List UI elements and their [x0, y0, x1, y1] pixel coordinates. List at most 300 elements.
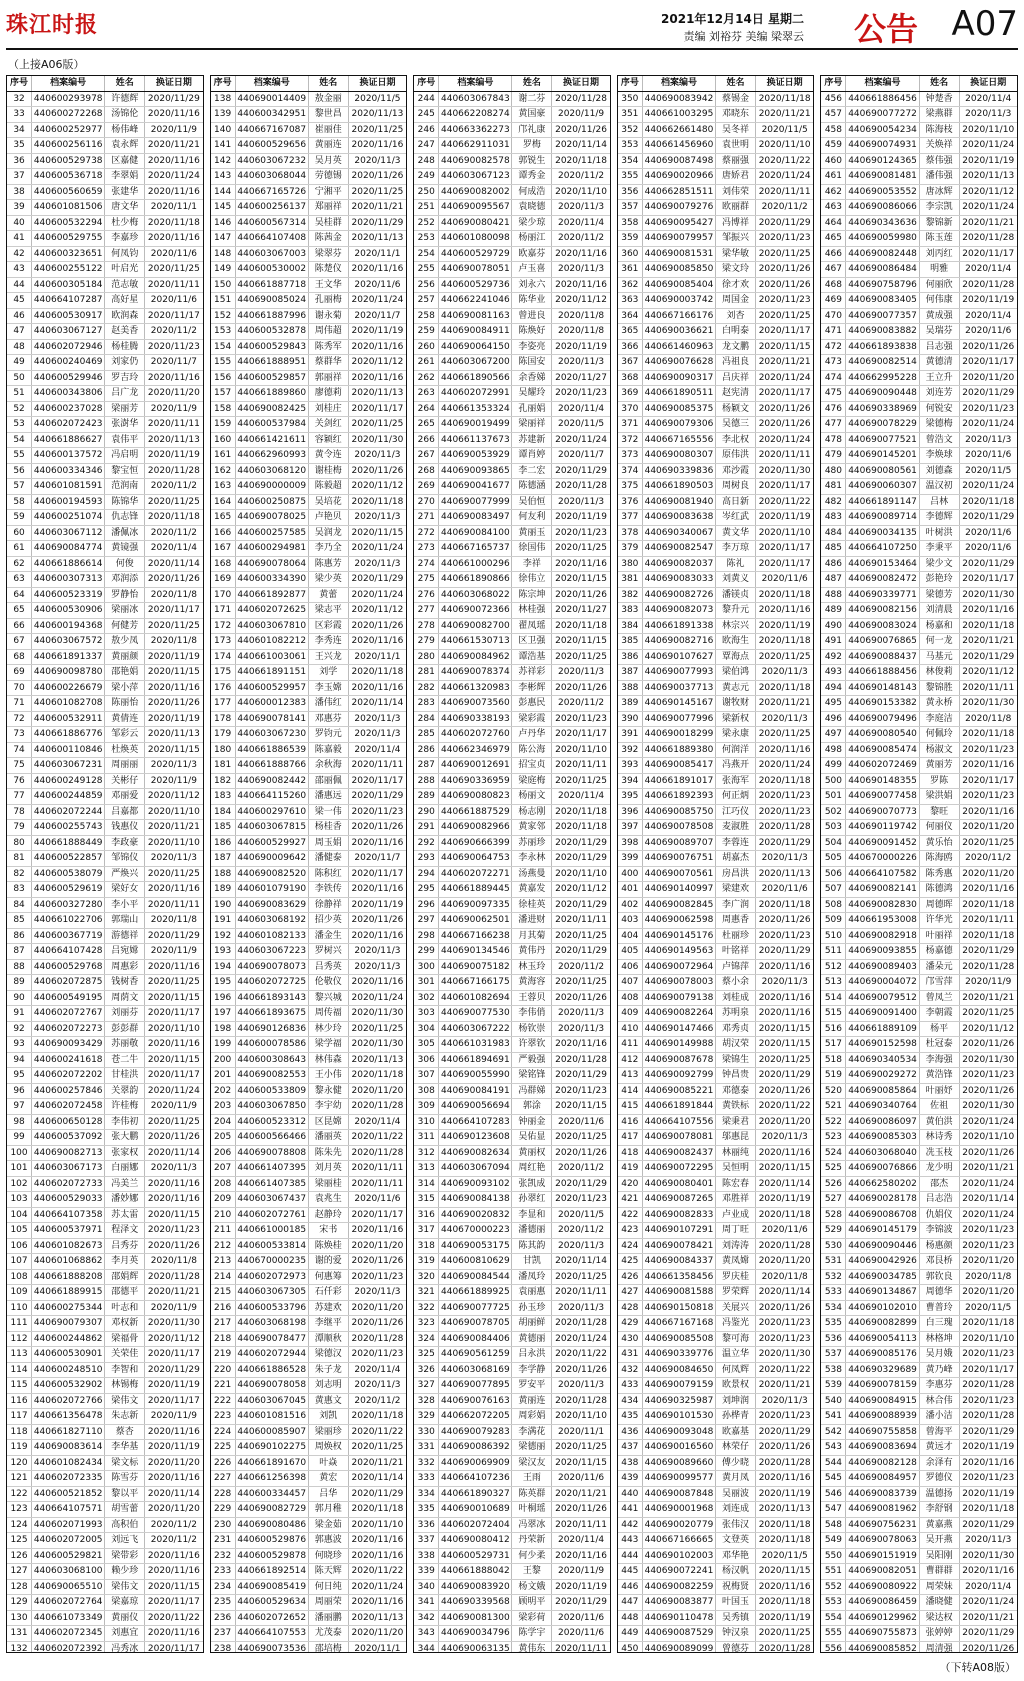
cell-file-no: 440690153382: [846, 696, 919, 712]
cell-seq: 508: [821, 897, 846, 913]
cell-name: 谢二芬: [512, 91, 552, 107]
cell-date: 2020/11/17: [755, 324, 813, 340]
cell-date: 2020/11/13: [145, 727, 203, 743]
cell-seq: 390: [618, 711, 643, 727]
cell-name: 李蓉连: [716, 835, 756, 851]
table-row: [7, 1579, 203, 1595]
table-row: [618, 215, 814, 231]
cell-date: 2020/11/24: [755, 758, 813, 774]
cell-date: 2020/11/4: [348, 1362, 406, 1378]
cell-date: 2020/11/11: [348, 758, 406, 774]
cell-seq: 77: [7, 789, 32, 805]
cell-name: 何凤辉: [716, 1362, 756, 1378]
table-row: [211, 990, 407, 1006]
cell-seq: 148: [211, 246, 236, 262]
cell-name: 吴润龙: [308, 525, 348, 541]
table-row: [211, 1285, 407, 1301]
cell-name: 潘朵元: [919, 959, 959, 975]
table-row: [618, 277, 814, 293]
table-row: [821, 510, 1017, 526]
cell-date: 2020/11/21: [145, 820, 203, 836]
cell-date: 2020/11/29: [959, 1626, 1017, 1642]
cell-file-no: 440690339771: [846, 587, 919, 603]
cell-name: 梁少文: [919, 556, 959, 572]
cell-date: 2020/11/3: [348, 1378, 406, 1394]
table-row: [7, 355, 203, 371]
cell-file-no: 440602072725: [235, 975, 308, 991]
cell-date: 2020/11/23: [959, 1347, 1017, 1363]
table-row: [821, 742, 1017, 758]
cell-file-no: 440690081962: [846, 1502, 919, 1518]
cell-date: 2020/11/16: [552, 1548, 610, 1564]
cell-name: 邓润添: [105, 572, 145, 588]
cell-name: 文登英: [716, 1533, 756, 1549]
cell-date: 2020/11/24: [348, 587, 406, 603]
cell-file-no: 440670000235: [235, 1254, 308, 1270]
table-row: [821, 417, 1017, 433]
cell-date: 2020/11/18: [959, 897, 1017, 913]
cell-seq: 68: [7, 649, 32, 665]
table-row: [211, 324, 407, 340]
cell-name: 邹振兴: [716, 231, 756, 247]
cell-file-no: 440661889445: [439, 882, 512, 898]
cell-file-no: 440690064753: [439, 851, 512, 867]
cell-seq: 285: [414, 727, 439, 743]
cell-seq: 237: [211, 1626, 236, 1642]
cell-date: 2020/11/19: [348, 897, 406, 913]
cell-seq: 175: [211, 665, 236, 681]
cell-name: 吴开燕: [919, 1533, 959, 1549]
cell-seq: 445: [618, 1564, 643, 1580]
cell-file-no: 440600308643: [235, 1052, 308, 1068]
cell-name: 欧景权: [716, 1378, 756, 1394]
cell-name: 王蓉贝: [512, 990, 552, 1006]
cell-seq: 298: [414, 928, 439, 944]
table-row: [821, 122, 1017, 138]
cell-seq: 403: [618, 913, 643, 929]
cell-name: 陈积红: [308, 866, 348, 882]
cell-seq: 226: [211, 1455, 236, 1471]
cell-date: 2020/11/26: [552, 990, 610, 1006]
cell-seq: 283: [414, 696, 439, 712]
cell-name: 刘家仍: [105, 355, 145, 371]
cell-file-no: 440690080307: [642, 448, 715, 464]
table-row: [618, 200, 814, 216]
cell-name: 周荣妹: [919, 1579, 959, 1595]
cell-date: 2020/11/22: [755, 1099, 813, 1115]
cell-date: 2020/11/2: [145, 525, 203, 541]
cell-date: 2020/11/26: [959, 1037, 1017, 1053]
cell-seq: 353: [618, 138, 643, 154]
cell-file-no: 440661073349: [32, 1610, 105, 1626]
cell-seq: 159: [211, 417, 236, 433]
cell-seq: 161: [211, 448, 236, 464]
cell-name: 吕秀芬: [105, 1238, 145, 1254]
cell-seq: 263: [414, 386, 439, 402]
cell-date: 2020/11/16: [755, 1006, 813, 1022]
cell-name: 李永林: [512, 851, 552, 867]
cell-seq: 180: [211, 742, 236, 758]
cell-date: 2020/11/2: [755, 200, 813, 216]
cell-date: 2020/11/11: [552, 1285, 610, 1301]
cell-seq: 131: [7, 1626, 32, 1642]
cell-name: 吕永洪: [512, 1347, 552, 1363]
table-row: [211, 339, 407, 355]
cell-name: 苏明泉: [716, 1006, 756, 1022]
cell-file-no: 440690085404: [642, 277, 715, 293]
cell-file-no: 440664107236: [439, 1471, 512, 1487]
cell-file-no: 440690081300: [439, 1610, 512, 1626]
cell-date: 2020/11/26: [348, 913, 406, 929]
header-seq: 序号: [618, 76, 643, 91]
table-row: [618, 634, 814, 650]
cell-name: 冯博祥: [716, 215, 756, 231]
cell-seq: 221: [211, 1378, 236, 1394]
cell-seq: 51: [7, 386, 32, 402]
cell-name: 冯翠冰: [512, 1517, 552, 1533]
cell-date: 2020/11/19: [755, 1610, 813, 1626]
table-row: [414, 541, 610, 557]
table-row: [618, 1269, 814, 1285]
cell-file-no: 440690070561: [642, 866, 715, 882]
cell-date: 2020/11/8: [145, 1254, 203, 1270]
cell-seq: 492: [821, 649, 846, 665]
cell-name: 邝礼康: [512, 122, 552, 138]
cell-file-no: 440661889380: [642, 742, 715, 758]
cell-name: 梁彩霞: [512, 711, 552, 727]
cell-file-no: 440600248510: [32, 1362, 105, 1378]
table-row: [211, 215, 407, 231]
cell-name: 钟汉泉: [716, 1626, 756, 1642]
cell-seq: 266: [414, 432, 439, 448]
cell-file-no: 440690090317: [642, 370, 715, 386]
cell-file-no: 440602072946: [32, 339, 105, 355]
cell-date: 2020/11/29: [755, 1424, 813, 1440]
cell-date: 2020/11/15: [145, 1579, 203, 1595]
cell-date: 2020/11/15: [755, 1021, 813, 1037]
cell-name: 祝梅贤: [716, 1579, 756, 1595]
cell-seq: 62: [7, 556, 32, 572]
cell-seq: 541: [821, 1409, 846, 1425]
cell-name: 伦敬仪: [308, 975, 348, 991]
cell-seq: 528: [821, 1207, 846, 1223]
cell-date: 2020/11/29: [552, 851, 610, 867]
cell-file-no: 440661892393: [642, 789, 715, 805]
cell-file-no: 440690087498: [642, 153, 715, 169]
table-block: [6, 75, 204, 1653]
table-row: [7, 1409, 203, 1425]
table-row: [821, 401, 1017, 417]
table-row: [211, 1517, 407, 1533]
table-row: [7, 913, 203, 929]
cell-name: 梁文标: [105, 1455, 145, 1471]
cell-seq: 509: [821, 913, 846, 929]
cell-file-no: 440690074931: [846, 138, 919, 154]
table-row: [211, 246, 407, 262]
cell-seq: 407: [618, 975, 643, 991]
cell-name: 曾进良: [512, 308, 552, 324]
cell-date: 2020/11/16: [145, 1424, 203, 1440]
cell-file-no: 440690077272: [846, 107, 919, 123]
cell-file-no: 440600194368: [32, 618, 105, 634]
table-row: [211, 634, 407, 650]
cell-file-no: 440667165726: [235, 184, 308, 200]
table-row: [7, 1269, 203, 1285]
table-row: [7, 990, 203, 1006]
cell-date: 2020/11/4: [348, 742, 406, 758]
cell-date: 2020/11/24: [959, 417, 1017, 433]
cell-date: 2020/11/9: [552, 107, 610, 123]
cell-date: 2020/11/15: [145, 665, 203, 681]
cell-name: 李政豪: [105, 835, 145, 851]
cell-seq: 326: [414, 1362, 439, 1378]
table-row: [7, 1254, 203, 1270]
cell-seq: 129: [7, 1595, 32, 1611]
cell-date: 2020/11/24: [348, 990, 406, 1006]
cell-name: 敖少凤: [105, 634, 145, 650]
cell-date: 2020/11/19: [755, 1192, 813, 1208]
cell-date: 2020/11/15: [755, 1037, 813, 1053]
cell-file-no: 440690053175: [439, 1238, 512, 1254]
cell-seq: 523: [821, 1130, 846, 1146]
cell-seq: 426: [618, 1269, 643, 1285]
cell-date: 2020/11/18: [959, 928, 1017, 944]
cell-file-no: 440690076866: [846, 1161, 919, 1177]
cell-file-no: 440690093865: [439, 463, 512, 479]
cell-date: 2020/11/18: [755, 1517, 813, 1533]
table-row: [211, 1610, 407, 1626]
table-row: [618, 990, 814, 1006]
cell-name: 杨淑文: [919, 742, 959, 758]
cell-name: 冯美兰: [105, 1176, 145, 1192]
cell-file-no: 440690110478: [642, 1610, 715, 1626]
cell-date: 2020/11/20: [348, 1300, 406, 1316]
cell-name: 周国金: [716, 293, 756, 309]
cell-seq: 479: [821, 448, 846, 464]
cell-seq: 482: [821, 494, 846, 510]
cell-file-no: 440690077725: [439, 1300, 512, 1316]
cell-seq: 472: [821, 339, 846, 355]
cell-date: 2020/11/30: [755, 463, 813, 479]
cell-file-no: 440661320983: [439, 680, 512, 696]
cell-date: 2020/11/16: [145, 231, 203, 247]
cell-file-no: 440690082141: [846, 882, 919, 898]
cell-name: 周树良: [716, 479, 756, 495]
cell-date: 2020/11/3: [145, 758, 203, 774]
table-row: [7, 541, 203, 557]
cell-seq: 260: [414, 339, 439, 355]
cell-file-no: 440690340534: [846, 1052, 919, 1068]
cell-name: 林伟森: [308, 1052, 348, 1068]
table-row: [618, 1052, 814, 1068]
cell-seq: 387: [618, 665, 643, 681]
cell-file-no: 440690124365: [846, 153, 919, 169]
cell-name: 潘德丽: [512, 1223, 552, 1239]
cell-name: 黄丽玉: [512, 525, 552, 541]
cell-seq: 470: [821, 308, 846, 324]
cell-file-no: 440690084957: [846, 1471, 919, 1487]
cell-name: 吴佑显: [512, 1130, 552, 1146]
cell-date: 2020/11/3: [959, 432, 1017, 448]
table-row: [211, 1579, 407, 1595]
cell-file-no: 440600532902: [32, 1378, 105, 1394]
cell-seq: 76: [7, 773, 32, 789]
table-row: [618, 1486, 814, 1502]
cell-date: 2020/11/23: [959, 742, 1017, 758]
cell-seq: 189: [211, 882, 236, 898]
table-row: [821, 1409, 1017, 1425]
table-row: [821, 1130, 1017, 1146]
table-row: [7, 1083, 203, 1099]
cell-file-no: 440667166238: [439, 928, 512, 944]
cell-file-no: 440690123608: [439, 1130, 512, 1146]
cell-seq: 367: [618, 355, 643, 371]
cell-file-no: 440661891147: [846, 494, 919, 510]
table-row: [211, 1626, 407, 1642]
masthead: [6, 6, 1018, 50]
cell-name: 梁带彩: [105, 1548, 145, 1564]
cell-seq: 318: [414, 1238, 439, 1254]
table-row: [414, 122, 610, 138]
cell-seq: 491: [821, 634, 846, 650]
table-row: [618, 293, 814, 309]
cell-seq: 510: [821, 928, 846, 944]
cell-date: 2020/11/21: [959, 1161, 1017, 1177]
table-row: [211, 231, 407, 247]
cell-name: 卢业成: [716, 1207, 756, 1223]
cell-date: 2020/11/16: [959, 1455, 1017, 1471]
cell-seq: 92: [7, 1021, 32, 1037]
table-row: [821, 1502, 1017, 1518]
cell-date: 2020/11/16: [145, 184, 203, 200]
cell-date: 2020/11/18: [755, 1533, 813, 1549]
cell-file-no: 440603067815: [235, 820, 308, 836]
cell-date: 2020/11/4: [348, 1114, 406, 1130]
cell-name: 龙少明: [919, 1161, 959, 1177]
cell-file-no: 440600294981: [235, 541, 308, 557]
table-row: [821, 324, 1017, 340]
cell-seq: 185: [211, 820, 236, 836]
cell-file-no: 440690077458: [846, 789, 919, 805]
cell-date: 2020/11/6: [145, 293, 203, 309]
table-row: [618, 975, 814, 991]
table-row: [821, 1362, 1017, 1378]
cell-seq: 222: [211, 1393, 236, 1409]
table-row: [618, 370, 814, 386]
cell-name: 黄伯洪: [919, 1114, 959, 1130]
cell-name: 吴伯恒: [512, 494, 552, 510]
table-row: [7, 122, 203, 138]
table-row: [821, 448, 1017, 464]
cell-date: 2020/11/7: [348, 851, 406, 867]
cell-file-no: 440690080823: [439, 789, 512, 805]
cell-name: 蔡丽强: [716, 153, 756, 169]
cell-seq: 503: [821, 820, 846, 836]
table-row: [821, 277, 1017, 293]
table-row: [7, 293, 203, 309]
table-row: [618, 1564, 814, 1580]
cell-name: 梁新权: [716, 711, 756, 727]
cell-seq: 196: [211, 990, 236, 1006]
table-row: [7, 1533, 203, 1549]
table-row: [821, 1192, 1017, 1208]
cell-seq: 191: [211, 913, 236, 929]
cell-file-no: 440661888766: [235, 758, 308, 774]
cell-seq: 57: [7, 479, 32, 495]
cell-file-no: 440601068862: [32, 1254, 105, 1270]
cell-file-no: 440600257846: [32, 1083, 105, 1099]
cell-date: 2020/11/9: [145, 1099, 203, 1115]
cell-name: 梁德丽: [512, 1440, 552, 1456]
table-row: [414, 1471, 610, 1487]
table-block: [617, 75, 815, 1653]
cell-seq: 456: [821, 91, 846, 107]
cell-file-no: 440690054113: [846, 1331, 919, 1347]
table-row: [821, 618, 1017, 634]
cell-seq: 167: [211, 541, 236, 557]
cell-file-no: 440601082212: [235, 634, 308, 650]
cell-date: 2020/11/22: [348, 1424, 406, 1440]
cell-seq: 97: [7, 1099, 32, 1115]
table-row: [618, 928, 814, 944]
cell-seq: 511: [821, 944, 846, 960]
cell-file-no: 440690056694: [439, 1099, 512, 1115]
cell-date: 2020/11/23: [959, 1393, 1017, 1409]
cell-seq: 536: [821, 1331, 846, 1347]
cell-file-no: 440690081588: [642, 1285, 715, 1301]
cell-name: 曾德芬: [716, 1641, 756, 1653]
cell-file-no: 440690083024: [846, 618, 919, 634]
cell-name: 周丽荣: [308, 1595, 348, 1611]
cell-name: 苍二牛: [105, 1052, 145, 1068]
cell-name: 李广润: [716, 897, 756, 913]
cell-date: 2020/11/5: [552, 417, 610, 433]
table-row: [414, 789, 610, 805]
cell-file-no: 440690082442: [235, 773, 308, 789]
cell-seq: 420: [618, 1176, 643, 1192]
cell-name: 潘镁贞: [716, 587, 756, 603]
cell-file-no: 440661892514: [235, 1564, 308, 1580]
cell-date: 2020/11/16: [755, 1579, 813, 1595]
cell-seq: 103: [7, 1192, 32, 1208]
cell-name: 黎可海: [716, 1331, 756, 1347]
cell-date: 2020/11/15: [145, 1207, 203, 1223]
table-row: [821, 649, 1017, 665]
cell-date: 2020/11/2: [552, 1223, 610, 1239]
cell-date: 2020/11/10: [552, 184, 610, 200]
cell-date: 2020/11/16: [145, 680, 203, 696]
cell-date: 2020/11/10: [552, 1409, 610, 1425]
table-row: [618, 324, 814, 340]
cell-seq: 99: [7, 1130, 32, 1146]
table-row: [618, 851, 814, 867]
table-row: [414, 1595, 610, 1611]
cell-seq: 278: [414, 618, 439, 634]
cell-name: 冯祖良: [716, 355, 756, 371]
table-row: [618, 417, 814, 433]
table-row: [414, 262, 610, 278]
cell-seq: 190: [211, 897, 236, 913]
cell-date: 2020/11/12: [348, 355, 406, 371]
cell-name: 刘坤润: [716, 1393, 756, 1409]
table-row: [211, 1130, 407, 1146]
cell-file-no: 440600529843: [235, 339, 308, 355]
cell-file-no: 440690080922: [846, 1579, 919, 1595]
cell-date: 2020/11/3: [552, 1006, 610, 1022]
cell-file-no: 440600323651: [32, 246, 105, 262]
cell-date: 2020/11/25: [552, 928, 610, 944]
cell-file-no: 440690147466: [642, 1021, 715, 1037]
